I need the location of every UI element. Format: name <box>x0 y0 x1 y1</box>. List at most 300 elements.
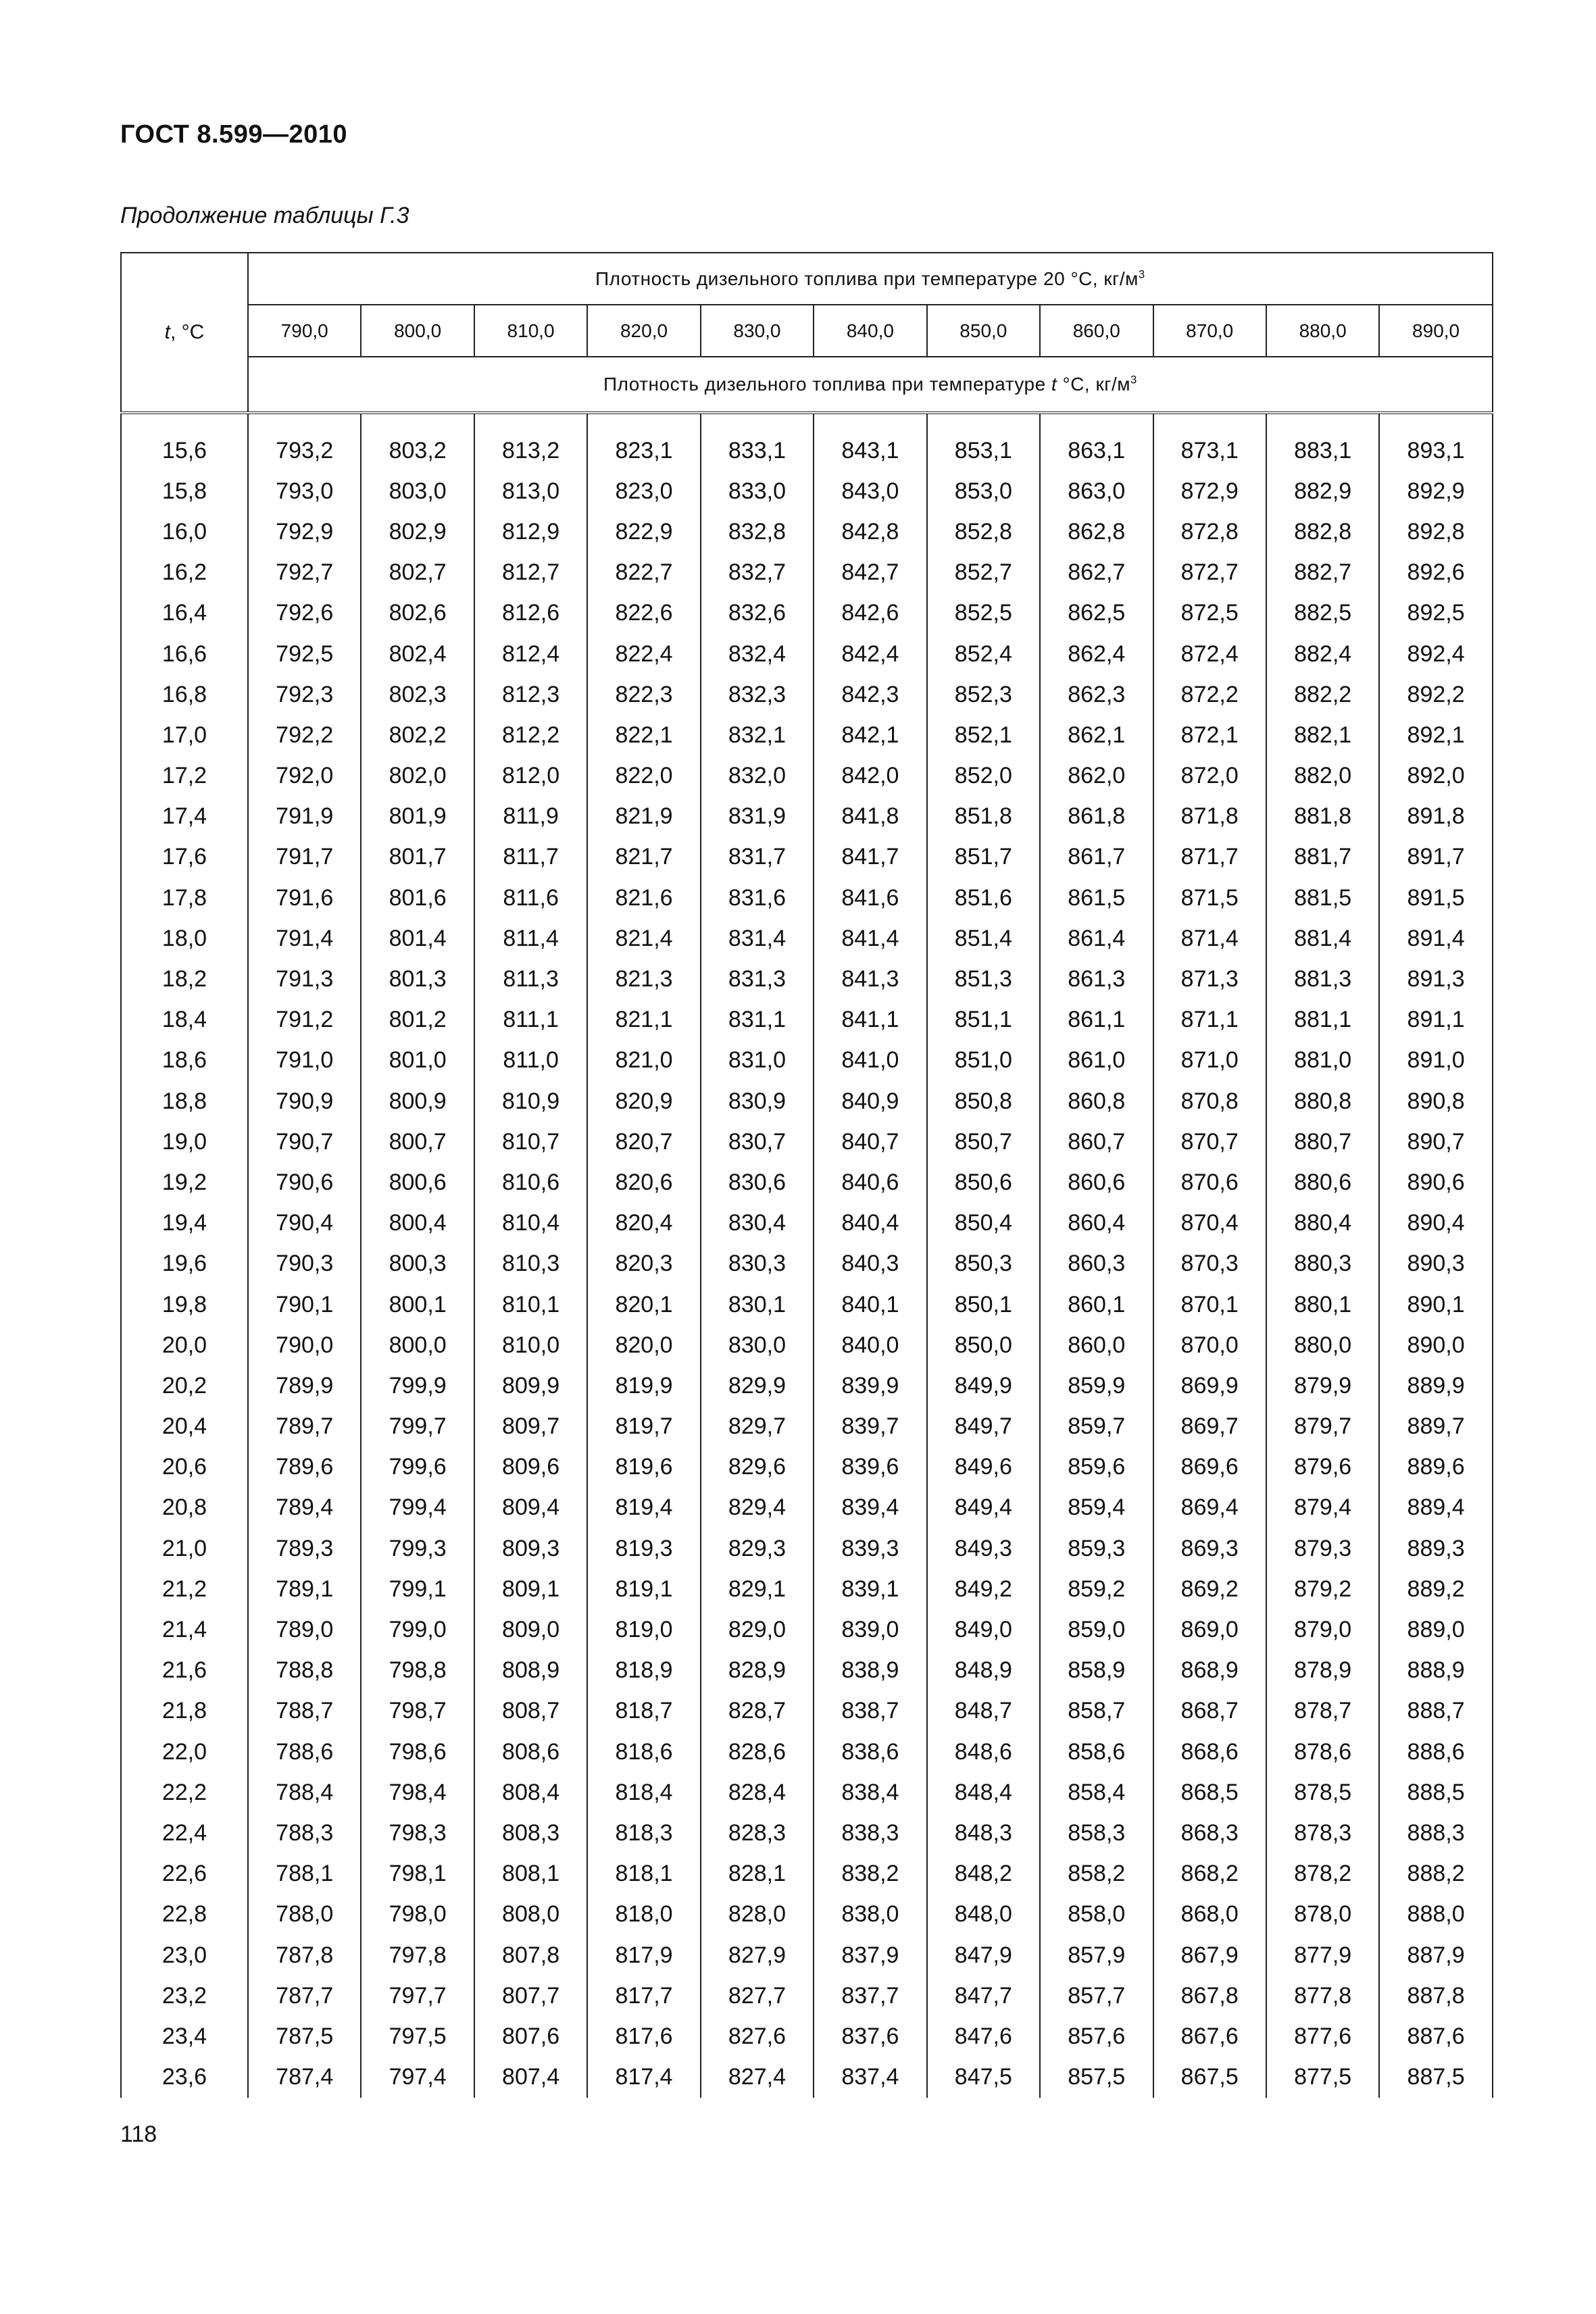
density-cell: 807,7 <box>474 1976 587 2016</box>
density-cell: 847,9 <box>927 1935 1040 1976</box>
density-cell: 848,3 <box>927 1813 1040 1853</box>
density-cell: 802,0 <box>361 756 474 797</box>
density-cell: 801,4 <box>361 918 474 959</box>
density-cell: 881,1 <box>1266 1000 1379 1040</box>
density-cell: 828,0 <box>701 1894 814 1935</box>
density-cell: 862,0 <box>1040 756 1153 797</box>
density-cell: 892,2 <box>1379 674 1492 715</box>
density-cell: 820,0 <box>587 1325 700 1365</box>
density-cell: 878,3 <box>1266 1813 1379 1853</box>
density-cell: 889,3 <box>1379 1528 1492 1569</box>
density-cell: 813,2 <box>474 430 587 471</box>
density-cell: 832,0 <box>701 756 814 797</box>
density-column-header: 820,0 <box>587 305 700 357</box>
density-cell: 830,1 <box>701 1284 814 1325</box>
density-cell: 838,6 <box>814 1732 926 1772</box>
density-cell: 819,7 <box>587 1407 700 1447</box>
density-cell: 872,1 <box>1153 715 1266 755</box>
table-body <box>121 430 1493 2098</box>
density-cell: 799,3 <box>361 1528 474 1569</box>
density-cell: 880,0 <box>1266 1325 1379 1365</box>
density-cell: 887,5 <box>1379 2057 1492 2098</box>
temperature-cell: 17,6 <box>121 837 248 878</box>
density-cell: 790,0 <box>248 1325 361 1365</box>
temperature-cell: 18,0 <box>121 918 248 959</box>
density-cell: 892,0 <box>1379 756 1492 797</box>
density-cell: 888,5 <box>1379 1772 1492 1813</box>
density-cell: 840,9 <box>814 1081 926 1122</box>
density-cell: 868,5 <box>1153 1772 1266 1813</box>
table-row <box>121 756 1493 797</box>
density-cell: 868,0 <box>1153 1894 1266 1935</box>
density-cell: 822,6 <box>587 593 700 634</box>
density-cell: 831,4 <box>701 918 814 959</box>
density-cell: 792,5 <box>248 634 361 674</box>
density-cell: 833,0 <box>701 471 814 511</box>
temperature-cell: 23,4 <box>121 2016 248 2057</box>
density-cell: 830,4 <box>701 1203 814 1244</box>
density-cell: 868,6 <box>1153 1732 1266 1772</box>
density-cell: 808,1 <box>474 1854 587 1894</box>
density-cell: 828,1 <box>701 1854 814 1894</box>
density-cell: 878,9 <box>1266 1651 1379 1691</box>
density-cell: 837,4 <box>814 2057 926 2098</box>
density-cell: 893,1 <box>1379 430 1492 471</box>
density-cell: 812,4 <box>474 634 587 674</box>
density-cell: 828,4 <box>701 1772 814 1813</box>
density-cell: 888,9 <box>1379 1651 1492 1691</box>
density-cell: 890,6 <box>1379 1162 1492 1203</box>
density-cell: 810,9 <box>474 1081 587 1122</box>
density-cell: 800,4 <box>361 1203 474 1244</box>
density-cell: 800,9 <box>361 1081 474 1122</box>
density-cell: 892,4 <box>1379 634 1492 674</box>
density-column-header: 800,0 <box>361 305 474 357</box>
density-cell: 840,3 <box>814 1244 926 1284</box>
density-cell: 860,8 <box>1040 1081 1153 1122</box>
density-cell: 802,9 <box>361 511 474 552</box>
density-cell: 851,3 <box>927 959 1040 999</box>
table-row <box>121 1040 1493 1081</box>
density-cell: 790,1 <box>248 1284 361 1325</box>
density-cell: 798,0 <box>361 1894 474 1935</box>
density-cell: 883,1 <box>1266 430 1379 471</box>
density-cell: 842,3 <box>814 674 926 715</box>
density-cell: 850,3 <box>927 1244 1040 1284</box>
density-cell: 859,0 <box>1040 1609 1153 1650</box>
density-cell: 802,7 <box>361 553 474 593</box>
density-column-header: 840,0 <box>814 305 926 357</box>
temperature-cell: 20,4 <box>121 1407 248 1447</box>
density-cell: 818,7 <box>587 1691 700 1732</box>
density-cell: 809,7 <box>474 1407 587 1447</box>
density-cell: 812,2 <box>474 715 587 755</box>
density-cell: 790,4 <box>248 1203 361 1244</box>
table-row <box>121 511 1493 552</box>
table-row <box>121 1000 1493 1040</box>
density-cell: 811,7 <box>474 837 587 878</box>
density-cell: 859,6 <box>1040 1447 1153 1488</box>
density-cell: 843,1 <box>814 430 926 471</box>
density-cell: 792,3 <box>248 674 361 715</box>
density-cell: 860,7 <box>1040 1122 1153 1162</box>
density-column-header: 850,0 <box>927 305 1040 357</box>
density-cell: 862,1 <box>1040 715 1153 755</box>
table-row <box>121 1203 1493 1244</box>
table-row <box>121 715 1493 755</box>
density-cell: 868,2 <box>1153 1854 1266 1894</box>
density-cell: 870,8 <box>1153 1081 1266 1122</box>
density-cell: 788,3 <box>248 1813 361 1853</box>
table-row <box>121 2057 1493 2098</box>
density-cell: 890,4 <box>1379 1203 1492 1244</box>
density-cell: 877,5 <box>1266 2057 1379 2098</box>
density-cell: 892,1 <box>1379 715 1492 755</box>
density-cell: 881,0 <box>1266 1040 1379 1081</box>
density-cell: 831,1 <box>701 1000 814 1040</box>
density-cell: 870,1 <box>1153 1284 1266 1325</box>
density-cell: 801,9 <box>361 797 474 837</box>
density-cell: 841,1 <box>814 1000 926 1040</box>
density-cell: 789,0 <box>248 1609 361 1650</box>
density-cell: 879,2 <box>1266 1569 1379 1609</box>
density-cell: 793,0 <box>248 471 361 511</box>
temperature-cell: 18,2 <box>121 959 248 999</box>
density-cell: 872,4 <box>1153 634 1266 674</box>
density-cell: 799,1 <box>361 1569 474 1609</box>
density-cell: 860,6 <box>1040 1162 1153 1203</box>
density-cell: 870,4 <box>1153 1203 1266 1244</box>
density-cell: 788,0 <box>248 1894 361 1935</box>
density-cell: 888,2 <box>1379 1854 1492 1894</box>
table-row <box>121 918 1493 959</box>
temperature-cell: 23,2 <box>121 1976 248 2016</box>
density-cell: 837,7 <box>814 1976 926 2016</box>
density-cell: 830,3 <box>701 1244 814 1284</box>
density-cell: 809,0 <box>474 1609 587 1650</box>
density-column-header: 830,0 <box>701 305 814 357</box>
table-row <box>121 1691 1493 1732</box>
temperature-cell: 23,6 <box>121 2057 248 2098</box>
density-cell: 853,0 <box>927 471 1040 511</box>
density-cell: 790,7 <box>248 1122 361 1162</box>
table-row <box>121 959 1493 999</box>
density-cell: 868,3 <box>1153 1813 1266 1853</box>
density-cell: 847,7 <box>927 1976 1040 2016</box>
density-cell: 791,0 <box>248 1040 361 1081</box>
density-at-20c-header: Плотность дизельного топлива при температуре 20 °С, $кг/м^3$ <box>248 253 1493 305</box>
density-cell: 788,1 <box>248 1854 361 1894</box>
density-cell: 818,1 <box>587 1854 700 1894</box>
density-cell: 812,9 <box>474 511 587 552</box>
density-cell: 831,3 <box>701 959 814 999</box>
density-cell: 832,4 <box>701 634 814 674</box>
density-cell: 801,6 <box>361 878 474 918</box>
density-cell: 859,9 <box>1040 1365 1153 1406</box>
temperature-cell: 16,0 <box>121 511 248 552</box>
density-cell: 831,9 <box>701 797 814 837</box>
density-cell: 811,4 <box>474 918 587 959</box>
density-cell: 879,9 <box>1266 1365 1379 1406</box>
density-cell: 811,6 <box>474 878 587 918</box>
density-cell: 811,0 <box>474 1040 587 1081</box>
density-cell: 818,4 <box>587 1772 700 1813</box>
table-row <box>121 593 1493 634</box>
density-cell: 861,7 <box>1040 837 1153 878</box>
density-cell: 871,0 <box>1153 1040 1266 1081</box>
density-cell: 798,7 <box>361 1691 474 1732</box>
density-cell: 799,7 <box>361 1407 474 1447</box>
temperature-cell: 16,6 <box>121 634 248 674</box>
density-cell: 851,7 <box>927 837 1040 878</box>
density-cell: 809,9 <box>474 1365 587 1406</box>
density-cell: 891,7 <box>1379 837 1492 878</box>
density-cell: 861,1 <box>1040 1000 1153 1040</box>
density-cell: 849,0 <box>927 1609 1040 1650</box>
density-cell: 829,7 <box>701 1407 814 1447</box>
density-cell: 862,5 <box>1040 593 1153 634</box>
temperature-cell: 23,0 <box>121 1935 248 1976</box>
density-cell: 849,9 <box>927 1365 1040 1406</box>
table-row <box>121 1569 1493 1609</box>
density-cell: 852,7 <box>927 553 1040 593</box>
density-cell: 867,5 <box>1153 2057 1266 2098</box>
density-cell: 879,6 <box>1266 1447 1379 1488</box>
density-cell: 812,0 <box>474 756 587 797</box>
density-cell: 788,4 <box>248 1772 361 1813</box>
density-cell: 869,3 <box>1153 1528 1266 1569</box>
table-row <box>121 471 1493 511</box>
table-row <box>121 1162 1493 1203</box>
density-cell: 838,7 <box>814 1691 926 1732</box>
density-values-header-row <box>121 305 1493 357</box>
density-cell: 829,4 <box>701 1488 814 1528</box>
density-cell: 851,4 <box>927 918 1040 959</box>
density-cell: 842,0 <box>814 756 926 797</box>
density-cell: 869,7 <box>1153 1407 1266 1447</box>
temperature-cell: 20,2 <box>121 1365 248 1406</box>
density-cell: 791,2 <box>248 1000 361 1040</box>
table-row <box>121 1244 1493 1284</box>
density-cell: 820,4 <box>587 1203 700 1244</box>
density-cell: 849,7 <box>927 1407 1040 1447</box>
density-cell: 819,3 <box>587 1528 700 1569</box>
density-cell: 798,6 <box>361 1732 474 1772</box>
density-cell: 821,6 <box>587 878 700 918</box>
density-cell: 857,6 <box>1040 2016 1153 2057</box>
density-cell: 810,7 <box>474 1122 587 1162</box>
density-cell: 829,0 <box>701 1609 814 1650</box>
temperature-cell: 22,8 <box>121 1894 248 1935</box>
density-cell: 803,0 <box>361 471 474 511</box>
density-cell: 832,1 <box>701 715 814 755</box>
density-cell: 871,3 <box>1153 959 1266 999</box>
density-cell: 878,2 <box>1266 1854 1379 1894</box>
density-cell: 837,9 <box>814 1935 926 1976</box>
density-cell: 792,9 <box>248 511 361 552</box>
density-cell: 891,8 <box>1379 797 1492 837</box>
density-cell: 882,4 <box>1266 634 1379 674</box>
density-table-container <box>120 252 1492 2098</box>
temperature-cell: 21,0 <box>121 1528 248 1569</box>
density-cell: 840,4 <box>814 1203 926 1244</box>
density-cell: 842,1 <box>814 715 926 755</box>
density-column-header: 810,0 <box>474 305 587 357</box>
density-cell: 808,0 <box>474 1894 587 1935</box>
table-row <box>121 1528 1493 1569</box>
table-row <box>121 430 1493 471</box>
density-cell: 791,3 <box>248 959 361 999</box>
density-cell: 810,3 <box>474 1244 587 1284</box>
density-cell: 849,6 <box>927 1447 1040 1488</box>
density-cell: 878,7 <box>1266 1691 1379 1732</box>
density-cell: 800,6 <box>361 1162 474 1203</box>
density-cell: 858,4 <box>1040 1772 1153 1813</box>
table-row <box>121 1935 1493 1976</box>
density-cell: 798,8 <box>361 1651 474 1691</box>
density-cell: 792,0 <box>248 756 361 797</box>
density-column-header: 860,0 <box>1040 305 1153 357</box>
density-cell: 872,7 <box>1153 553 1266 593</box>
density-cell: 841,8 <box>814 797 926 837</box>
density-cell: 799,4 <box>361 1488 474 1528</box>
density-cell: 879,3 <box>1266 1528 1379 1569</box>
density-cell: 839,0 <box>814 1609 926 1650</box>
density-cell: 880,3 <box>1266 1244 1379 1284</box>
density-cell: 848,6 <box>927 1732 1040 1772</box>
temperature-cell: 20,8 <box>121 1488 248 1528</box>
density-cell: 801,3 <box>361 959 474 999</box>
table-row <box>121 797 1493 837</box>
table-row <box>121 1772 1493 1813</box>
table-row <box>121 1651 1493 1691</box>
table-row <box>121 1854 1493 1894</box>
density-cell: 847,5 <box>927 2057 1040 2098</box>
density-cell: 812,7 <box>474 553 587 593</box>
density-cell: 840,6 <box>814 1162 926 1203</box>
density-cell: 802,6 <box>361 593 474 634</box>
density-cell: 788,8 <box>248 1651 361 1691</box>
density-cell: 792,7 <box>248 553 361 593</box>
density-cell: 880,6 <box>1266 1162 1379 1203</box>
temperature-cell: 17,4 <box>121 797 248 837</box>
density-cell: 889,2 <box>1379 1569 1492 1609</box>
density-cell: 827,7 <box>701 1976 814 2016</box>
density-cell: 827,4 <box>701 2057 814 2098</box>
density-cell: 877,8 <box>1266 1976 1379 2016</box>
density-cell: 830,9 <box>701 1081 814 1122</box>
density-cell: 891,1 <box>1379 1000 1492 1040</box>
temperature-cell: 22,2 <box>121 1772 248 1813</box>
density-cell: 860,0 <box>1040 1325 1153 1365</box>
density-cell: 800,3 <box>361 1244 474 1284</box>
density-cell: 880,1 <box>1266 1284 1379 1325</box>
density-cell: 850,8 <box>927 1081 1040 1122</box>
density-cell: 789,6 <box>248 1447 361 1488</box>
density-cell: 840,0 <box>814 1325 926 1365</box>
density-cell: 829,1 <box>701 1569 814 1609</box>
table-row <box>121 1325 1493 1365</box>
density-cell: 821,7 <box>587 837 700 878</box>
density-cell: 820,9 <box>587 1081 700 1122</box>
temperature-cell: 17,8 <box>121 878 248 918</box>
density-cell: 821,9 <box>587 797 700 837</box>
density-cell: 811,9 <box>474 797 587 837</box>
density-cell: 891,3 <box>1379 959 1492 999</box>
density-cell: 793,2 <box>248 430 361 471</box>
density-cell: 869,9 <box>1153 1365 1266 1406</box>
density-cell: 803,2 <box>361 430 474 471</box>
density-cell: 891,0 <box>1379 1040 1492 1081</box>
density-cell: 838,3 <box>814 1813 926 1853</box>
density-cell: 810,4 <box>474 1203 587 1244</box>
density-cell: 819,0 <box>587 1609 700 1650</box>
table-row <box>121 1813 1493 1853</box>
density-cell: 829,3 <box>701 1528 814 1569</box>
temperature-cell: 19,4 <box>121 1203 248 1244</box>
density-cell: 791,6 <box>248 878 361 918</box>
table-row <box>121 634 1493 674</box>
temperature-cell: 16,4 <box>121 593 248 634</box>
density-cell: 857,5 <box>1040 2057 1153 2098</box>
density-cell: 889,7 <box>1379 1407 1492 1447</box>
density-cell: 807,8 <box>474 1935 587 1976</box>
table-row <box>121 1609 1493 1650</box>
density-cell: 810,0 <box>474 1325 587 1365</box>
density-cell: 863,0 <box>1040 471 1153 511</box>
density-cell: 870,6 <box>1153 1162 1266 1203</box>
density-cell: 851,0 <box>927 1040 1040 1081</box>
density-cell: 882,2 <box>1266 674 1379 715</box>
temperature-cell: 20,6 <box>121 1447 248 1488</box>
table-row <box>121 1447 1493 1488</box>
density-cell: 841,7 <box>814 837 926 878</box>
density-cell: 839,3 <box>814 1528 926 1569</box>
density-cell: 792,2 <box>248 715 361 755</box>
density-cell: 859,4 <box>1040 1488 1153 1528</box>
density-cell: 861,0 <box>1040 1040 1153 1081</box>
density-cell: 819,6 <box>587 1447 700 1488</box>
density-cell: 837,6 <box>814 2016 926 2057</box>
density-cell: 841,0 <box>814 1040 926 1081</box>
density-cell: 817,6 <box>587 2016 700 2057</box>
density-table <box>120 252 1493 2098</box>
density-cell: 791,9 <box>248 797 361 837</box>
density-cell: 822,7 <box>587 553 700 593</box>
density-cell: 812,6 <box>474 593 587 634</box>
density-cell: 792,6 <box>248 593 361 634</box>
density-cell: 828,3 <box>701 1813 814 1853</box>
density-cell: 867,6 <box>1153 2016 1266 2057</box>
density-cell: 887,6 <box>1379 2016 1492 2057</box>
density-cell: 801,2 <box>361 1000 474 1040</box>
table-row <box>121 1976 1493 2016</box>
table-row <box>121 553 1493 593</box>
density-cell: 852,3 <box>927 674 1040 715</box>
density-cell: 888,3 <box>1379 1813 1492 1853</box>
density-cell: 821,4 <box>587 918 700 959</box>
temperature-cell: 19,8 <box>121 1284 248 1325</box>
document-id: ГОСТ 8.599—2010 <box>120 120 347 149</box>
density-cell: 787,7 <box>248 1976 361 2016</box>
density-cell: 861,3 <box>1040 959 1153 999</box>
density-cell: 822,9 <box>587 511 700 552</box>
density-cell: 818,3 <box>587 1813 700 1853</box>
density-cell: 867,9 <box>1153 1935 1266 1976</box>
density-cell: 890,8 <box>1379 1081 1492 1122</box>
temperature-cell: 22,4 <box>121 1813 248 1853</box>
density-cell: 817,4 <box>587 2057 700 2098</box>
